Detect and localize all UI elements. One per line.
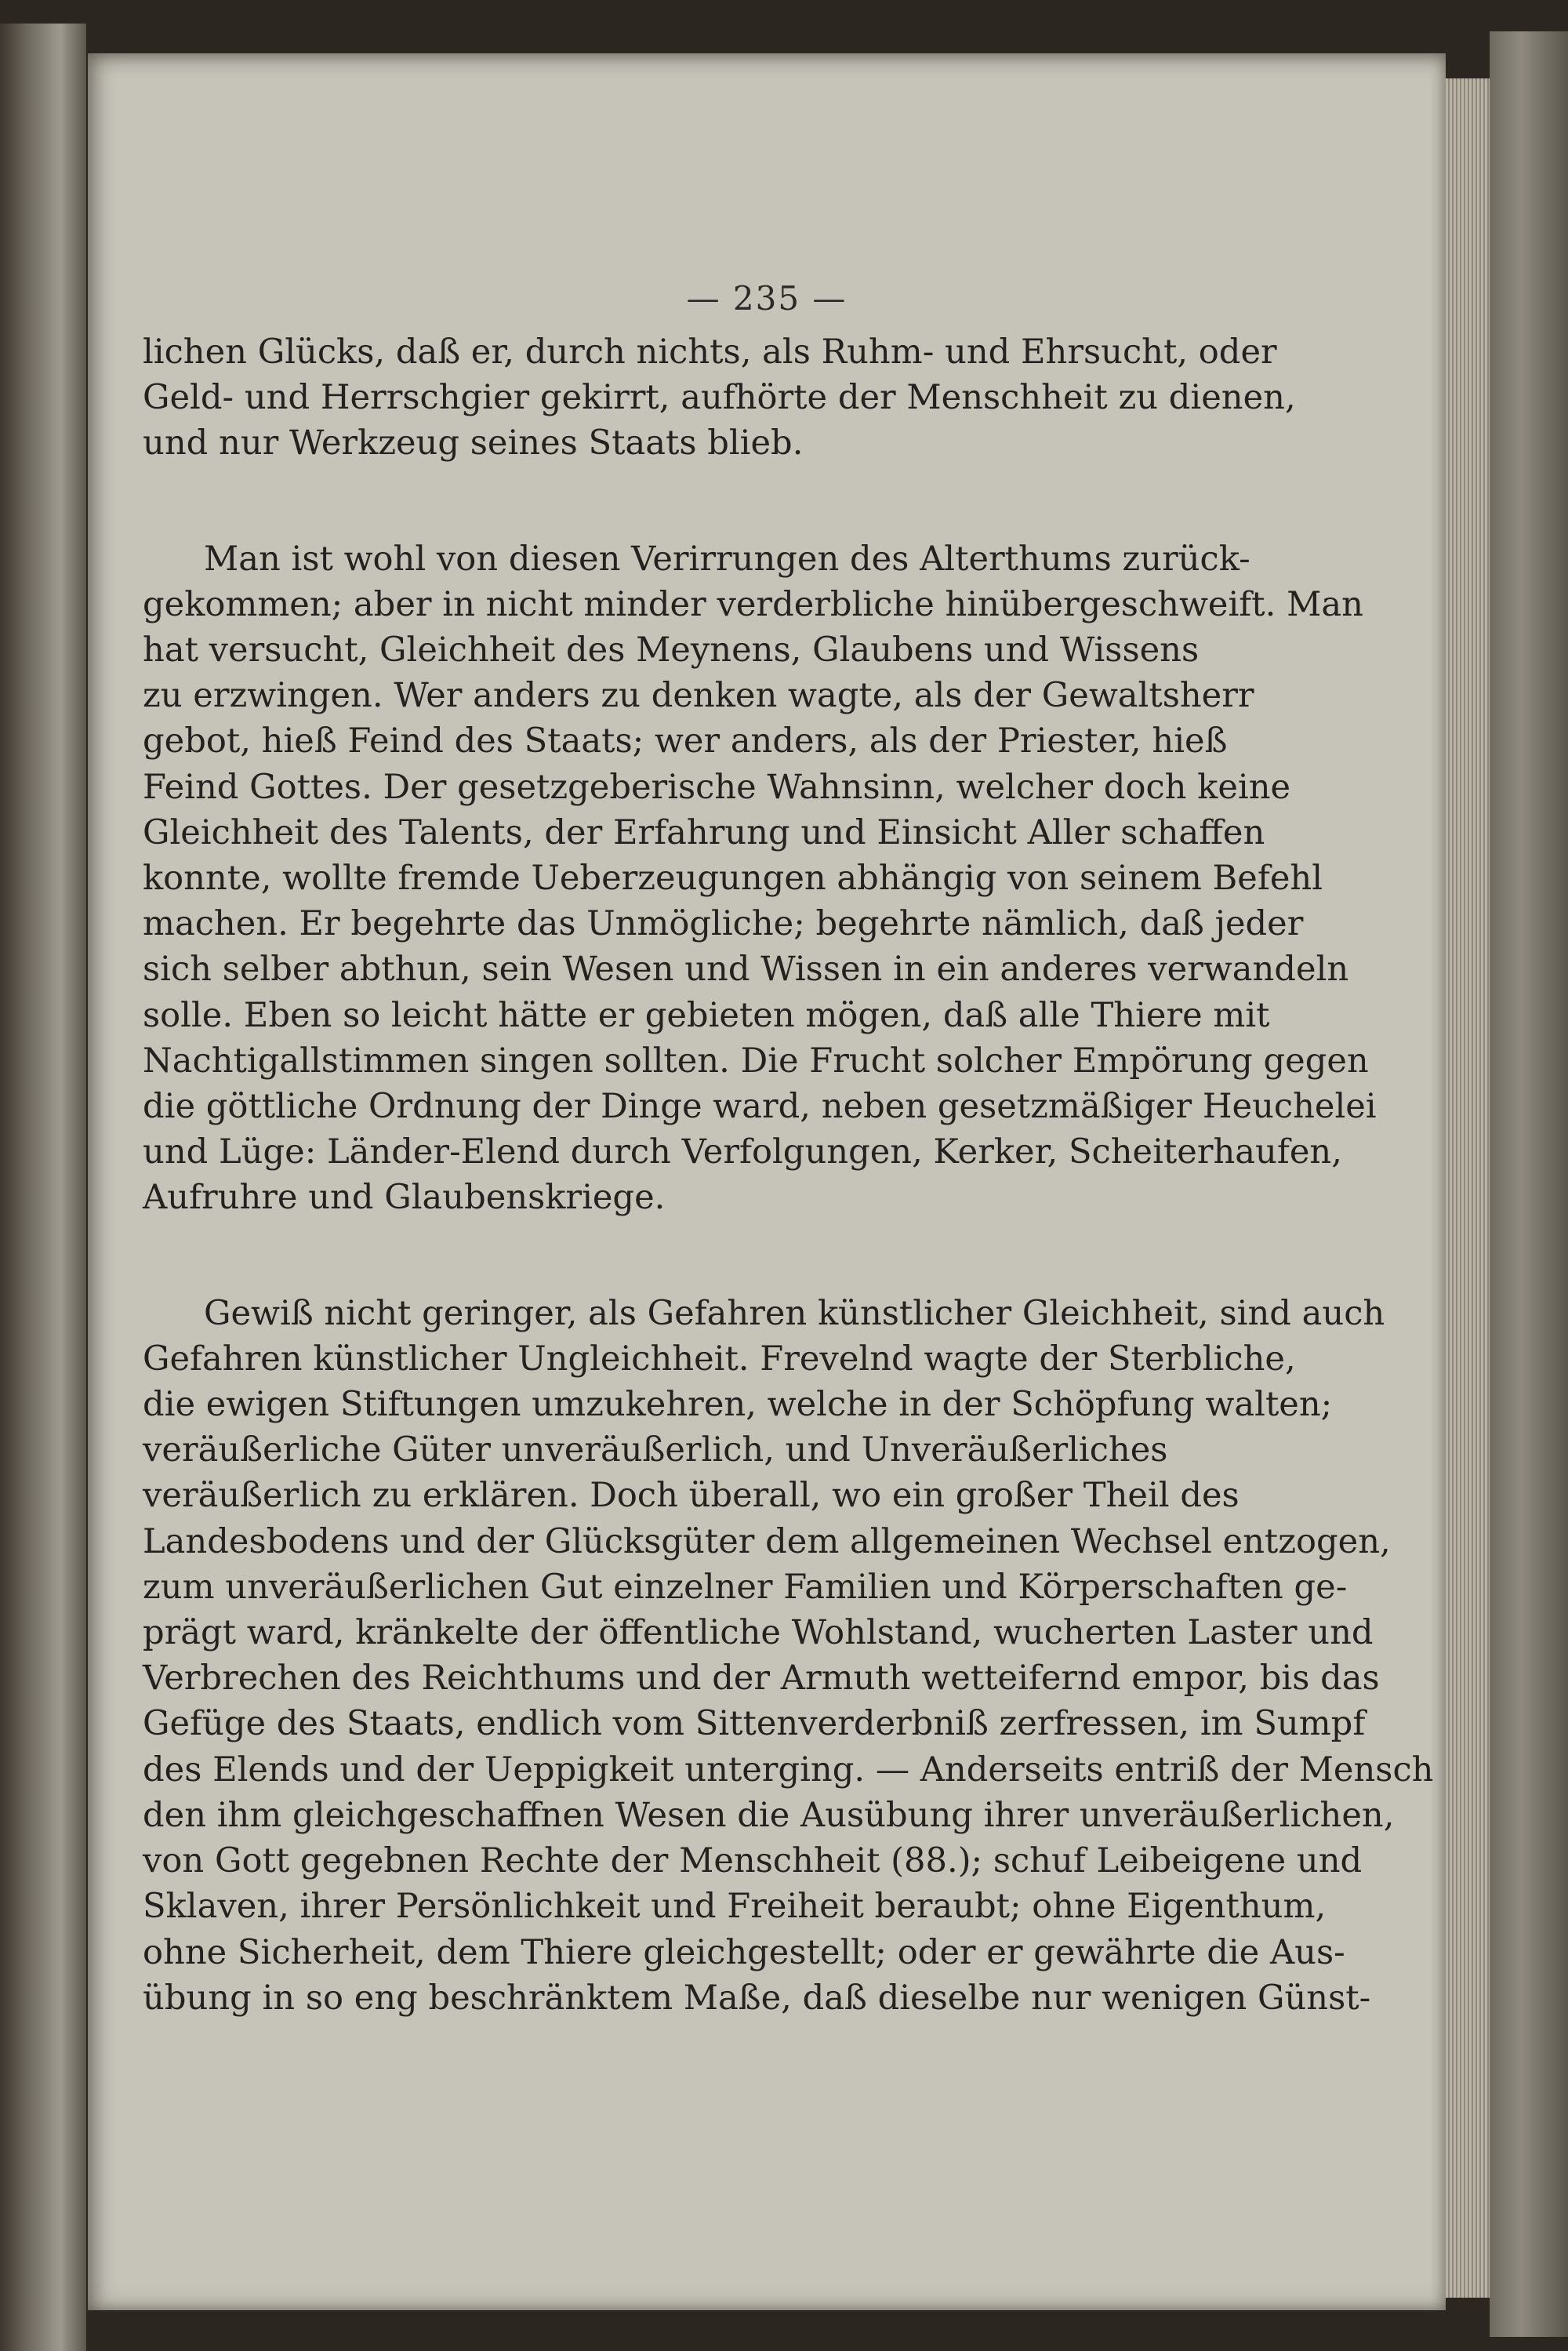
text-line: die ewigen Stiftungen umzukehren, welche in der Schöpfung walten;: [143, 1385, 1333, 1425]
paragraph: [143, 1291, 1434, 2021]
page-number: — 235 —: [686, 279, 848, 318]
text-line: Landesbodens und der Glücksgüter dem allgemeinen Wechsel entzogen,: [143, 1521, 1391, 1561]
text-line: übung in so eng beschränktem Maße, daß dieselbe nur wenigen Günst-: [143, 1978, 1371, 2018]
text-line: Feind Gottes. Der gesetzgeberische Wahnsinn, welcher doch keine: [143, 767, 1291, 807]
text-line: den ihm gleichgeschaffnen Wesen die Ausübung ihrer unveräußerlichen,: [143, 1795, 1395, 1835]
facing-page-edge: [0, 24, 86, 2351]
text-line: und Lüge: Länder-Elend durch Verfolgungen, Kerker, Scheiterhaufen,: [143, 1132, 1342, 1172]
text-line: veräußerliche Güter unveräußerlich, und Unveräußerliches: [143, 1430, 1168, 1470]
text-line: Gefüge des Staats, endlich vom Sittenverderbniß zerfressen, im Sumpf: [143, 1704, 1366, 1744]
text-line: ohne Sicherheit, dem Thiere gleichgestellt; oder er gewährte die Aus-: [143, 1932, 1345, 1972]
text-line: solle. Eben so leicht hätte er gebieten mögen, daß alle Thiere mit: [143, 995, 1270, 1035]
text-line: zum unveräußerlichen Gut einzelner Familien und Körperschaften ge-: [143, 1567, 1348, 1607]
text-line: Sklaven, ihrer Persönlichkeit und Freiheit beraubt; ohne Eigenthum,: [143, 1887, 1327, 1927]
text-line: lichen Glücks, daß er, durch nichts, als Ruhm- und Ehrsucht, oder: [143, 332, 1277, 372]
text-line: des Elends und der Ueppigkeit unterging. — Anderseits entriß der Mensch: [143, 1750, 1434, 1790]
text-line: von Gott gegebnen Rechte der Menschheit (88.); schuf Leibeigene und: [143, 1841, 1363, 1881]
text-line: Man ist wohl von diesen Verirrungen des Alterthums zurück-: [204, 539, 1250, 579]
text-line: Geld- und Herrschgier gekirrt, aufhörte der Menschheit zu dienen,: [143, 378, 1296, 418]
text-line: zu erzwingen. Wer anders zu denken wagte, als der Gewaltsherr: [143, 676, 1254, 716]
body-text: [143, 329, 1434, 2021]
text-line: und nur Werkzeug seines Staats blieb.: [143, 423, 804, 463]
text-line: Gewiß nicht geringer, als Gefahren künstlicher Gleichheit, sind auch: [204, 1293, 1385, 1333]
text-line: prägt ward, kränkelte der öffentliche Wohlstand, wucherten Laster und: [143, 1613, 1374, 1653]
text-line: machen. Er begehrte das Unmögliche; begehrte nämlich, daß jeder: [143, 904, 1304, 944]
book-cover-edge: [1490, 31, 1568, 2337]
text-line: veräußerlich zu erklären. Doch überall, wo ein großer Theil des: [143, 1476, 1240, 1516]
page-edges: [1446, 78, 1490, 2298]
text-line: gekommen; aber in nicht minder verderbliche hinübergeschweift. Man: [143, 584, 1363, 624]
text-line: Gefahren künstlicher Ungleichheit. Frevelnd wagte der Sterbliche,: [143, 1339, 1296, 1379]
text-line: die göttliche Ordnung der Dinge ward, neben gesetzmäßiger Heuchelei: [143, 1087, 1377, 1127]
text-line: hat versucht, Gleichheit des Meynens, Glaubens und Wissens: [143, 630, 1200, 670]
text-line: Aufruhre und Glaubenskriege.: [143, 1178, 666, 1218]
text-line: Nachtigallstimmen singen sollten. Die Frucht solcher Empörung gegen: [143, 1041, 1369, 1081]
text-line: Gleichheit des Talents, der Erfahrung und Einsicht Aller schaffen: [143, 812, 1265, 852]
text-line: konnte, wollte fremde Ueberzeugungen abhängig von seinem Befehl: [143, 859, 1323, 899]
text-line: gebot, hieß Feind des Staats; wer anders, als der Priester, hieß: [143, 721, 1228, 761]
paragraph: [143, 329, 1296, 467]
paragraph: [143, 536, 1377, 1221]
text-line: Verbrechen des Reichthums und der Armuth wetteifernd empor, bis das: [143, 1659, 1380, 1699]
text-line: sich selber abthun, sein Wesen und Wissen in ein anderes verwandeln: [143, 950, 1349, 990]
